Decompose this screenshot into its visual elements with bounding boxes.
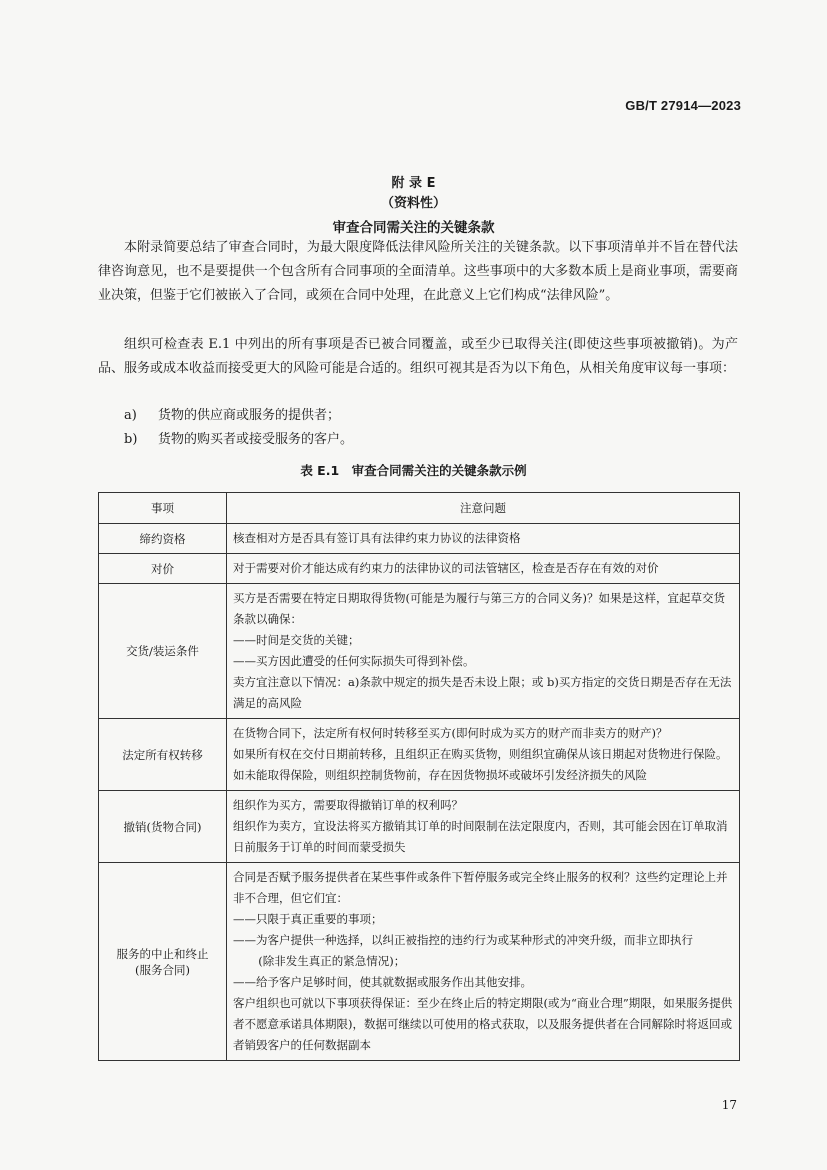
issue-line: 卖方宜注意以下情况：a)条款中规定的损失是否未设上限；或 b)买方指定的交货日期是否存在无法满足的高风险: [233, 675, 732, 710]
issue-dash-line: ——时间是交货的关键；: [233, 633, 360, 647]
table-caption: 表 E.1 审查合同需关注的关键条款示例: [300, 463, 527, 478]
item-line: 服务的中止和终止: [116, 946, 209, 961]
page-number: 17: [721, 1098, 737, 1112]
list-item: [124, 428, 353, 452]
list-item-text: 货物的供应商或服务的提供者；: [158, 408, 341, 423]
table-cell-issue: [227, 863, 740, 1061]
issue-dash-line: ——买方因此遭受的任何实际损失可得到补偿。: [233, 654, 475, 668]
table-row: [99, 584, 740, 719]
issue-dash-line: ——给予客户足够时间，使其就数据或服务作出其他安排。: [233, 975, 532, 989]
table-cell-item: 缔约资格: [99, 524, 227, 554]
table-cell-item: 对价: [99, 554, 227, 584]
table-cell-issue: [227, 719, 740, 791]
table-cell-item: 撤销(货物合同): [99, 791, 227, 863]
issue-dash-line: ——为客户提供一种选择，以纠正被指控的违约行为或某种形式的冲突升级，而非立即执行: [233, 933, 693, 947]
issue-line: 核查相对方是否具有签订具有法律约束力协议的法律资格: [233, 531, 521, 545]
issue-line: 买方是否需要在特定日期取得货物(可能是为履行与第三方的合同义务)？如果是这样，宜起草交货条款以确保：: [233, 591, 725, 626]
table-row: [99, 524, 740, 554]
list-item-label: a): [124, 408, 137, 423]
issue-line: 客户组织也可就以下事项获得保证：至少在终止后的特定期限(或为“商业合理”期限，如果服务提供者不愿意承诺具体期限)，数据可继续以可使用的格式获取，以及服务提供者在合同解除时将返回或者销毁客户的任何数据副本: [233, 996, 733, 1052]
annex-label: 附 录 E: [391, 176, 436, 191]
table-cell-issue: [227, 791, 740, 863]
issue-line: 如果所有权在交付日期前转移，且组织正在购买货物，则组织宜确保从该日期起对货物进行保险。如未能取得保险，则组织控制货物前，存在因货物损坏或破坏引发经济损失的风险: [233, 747, 728, 782]
table-cell-issue: [227, 554, 740, 584]
table-cell-issue: [227, 584, 740, 719]
list-item-text: 货物的购买者或接受服务的客户。: [158, 432, 354, 447]
intro-paragraph: 本附录简要总结了审查合同时，为最大限度降低法律风险所关注的关键条款。以下事项清单并不旨在替代法律咨询意见，也不是要提供一个包含所有合同事项的全面清单。这些事项中的大多数本质上是商业事项，需要商业决策，但鉴于它们被嵌入了合同，或须在合同中处理，在此意义上它们构成“法律风险”。: [98, 240, 738, 303]
issue-continuation-line: (除非发生真正的紧急情况)；: [258, 954, 406, 968]
item-line: (服务合同): [135, 962, 190, 977]
table-row: [99, 791, 740, 863]
issue-line: 组织作为卖方，宜设法将买方撤销其订单的时间限制在法定限度内，否则，其可能会因在订单取消日前服务于订单的时间而蒙受损失: [233, 819, 728, 854]
table-row: [99, 863, 740, 1061]
table-cell-issue: [227, 524, 740, 554]
issue-line: 对于需要对价才能达成有约束力的法律协议的司法管辖区，检查是否存在有效的对价: [233, 561, 659, 575]
annex-type: （资料性）: [380, 196, 446, 211]
issue-line: 组织作为买方，需要取得撤销订单的权利吗？: [233, 798, 463, 812]
table-cell-item: 交货/装运条件: [99, 584, 227, 719]
review-paragraph: 组织可检查表 E.1 中列出的所有事项是否已被合同覆盖，或至少已取得关注(即使这些事项被撤销)。为产品、服务或成本收益而接受更大的风险可能是合适的。组织可视其是否为以下角色，从相关角度审议每一事项：: [98, 337, 738, 376]
table-row: [99, 719, 740, 791]
annex-title: 审查合同需关注的关键条款: [332, 220, 495, 236]
issue-line: 合同是否赋予服务提供者在某些事件或条件下暂停服务或完全终止服务的权利？这些约定理论上并非不合理，但它们宜：: [233, 870, 728, 905]
standard-id: GB/T 27914—2023: [625, 98, 741, 113]
column-header-item: 事项: [99, 493, 227, 524]
table-cell-item: [99, 863, 227, 1061]
issue-dash-line: ——只限于真正重要的事项；: [233, 912, 383, 926]
list-item-label: b): [124, 432, 138, 447]
table-row: [99, 554, 740, 584]
table-header-row: [99, 493, 740, 524]
column-header-issue: 注意问题: [227, 493, 740, 524]
table-cell-item: 法定所有权转移: [99, 719, 227, 791]
issue-line: 在货物合同下，法定所有权何时转移至买方(即何时成为买方的财产而非卖方的财产)？: [233, 726, 668, 740]
list-item: [124, 404, 340, 428]
key-clauses-table: [98, 492, 740, 1061]
